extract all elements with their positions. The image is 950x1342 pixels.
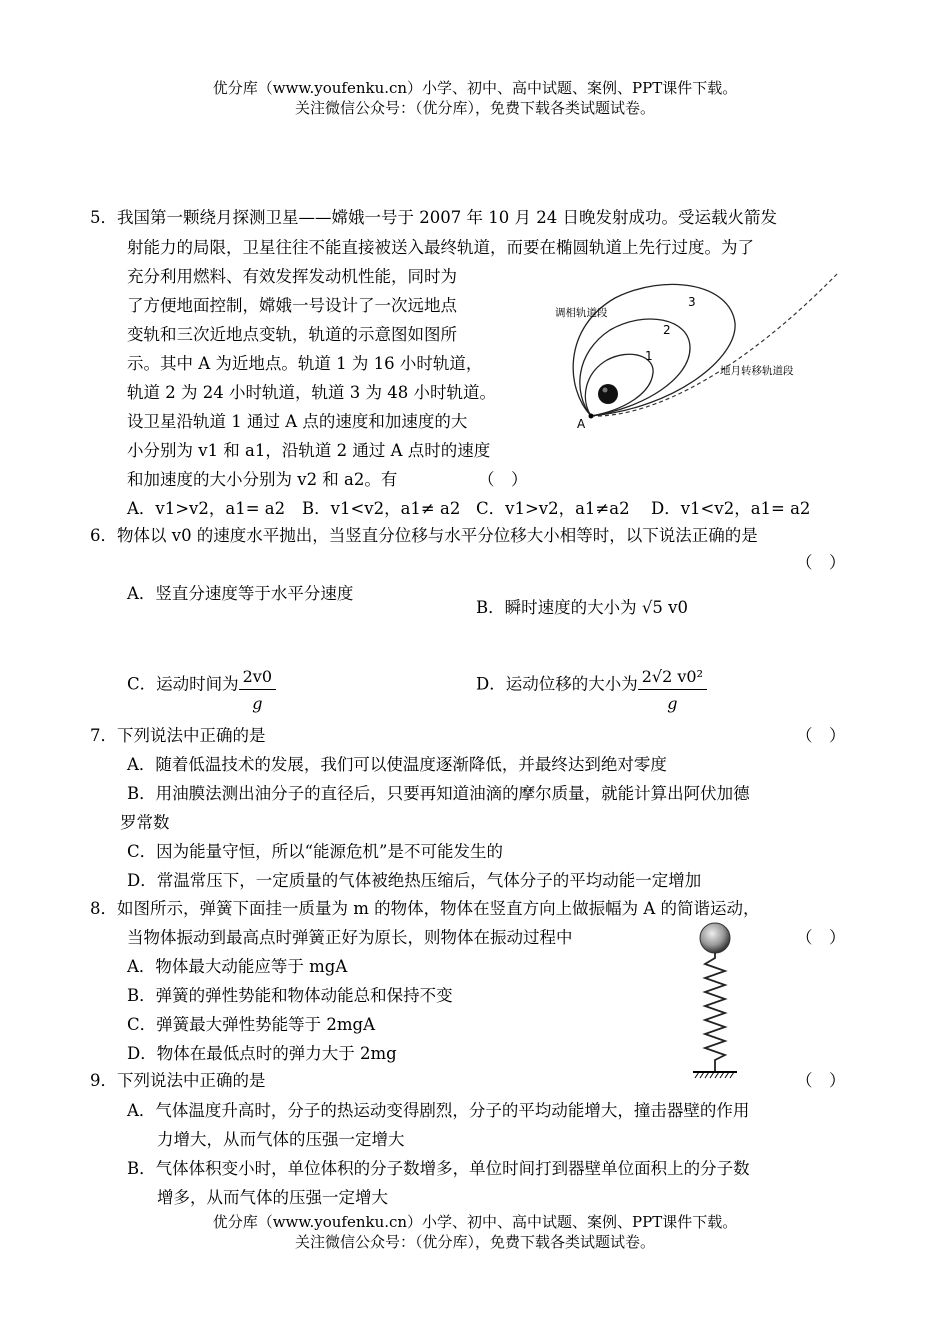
q6-option-d: D．运动位移的大小为 $\frac{\text{2√2 v0²}}{g}$ xyxy=(476,655,707,714)
q5-line-1: 5．我国第一颗绕月探测卫星——嫦娥一号于 2007 年 10 月 24 日晚发射成功。受运载火箭发 xyxy=(90,208,777,227)
q8-stem-line-1: 8．如图所示，弹簧下面挂一质量为 m 的物体，物体在竖直方向上做振幅为 A 的简谐运动， xyxy=(90,899,760,918)
q7-option-b-line-2: 罗常数 xyxy=(120,813,170,832)
q6-answer-blank: （ ） xyxy=(796,553,846,572)
q5-option-c: C．v1>v2，a1≠a2 xyxy=(476,499,630,518)
q6-option-a: A．竖直分速度等于水平分速度 xyxy=(127,584,354,603)
q8-stem-line-2: 当物体振动到最高点时弹簧正好为原长，则物体在振动过程中 xyxy=(127,928,573,947)
q9-option-a-line-1: A．气体温度升高时，分子的热运动变得剧烈，分子的平均动能增大，撞击器壁的作用 xyxy=(127,1101,750,1120)
point-a-marker xyxy=(589,414,594,419)
q9-stem: 9．下列说法中正确的是 xyxy=(90,1071,266,1090)
label-point-a: A xyxy=(577,417,586,431)
q7-stem: 7．下列说法中正确的是 xyxy=(90,726,266,745)
q9-option-a-line-2: 力增大，从而气体的压强一定增大 xyxy=(157,1130,405,1149)
q8-option-c: C．弹簧最大弹性势能等于 2mgA xyxy=(127,1015,375,1034)
q5-line-7: 轨道 2 为 24 小时轨道，轨道 3 为 48 小时轨道。 xyxy=(127,383,496,402)
q7-answer-blank: （ ） xyxy=(796,726,846,745)
q6-option-b-expr: √5 v0 xyxy=(641,598,688,617)
q6-option-c-fraction: $\frac{2v0}{g}$ xyxy=(239,667,276,714)
q7-option-a: A．随着低温技术的发展，我们可以使温度逐渐降低，并最终达到绝对零度 xyxy=(127,755,667,774)
q5-option-b: B．v1<v2，a1≠ a2 xyxy=(302,499,461,518)
q6-stem: 6．物体以 v0 的速度水平抛出，当竖直分位移与水平分位移大小相等时，以下说法正确的是 xyxy=(90,526,758,545)
q7-option-b-line-1: B．用油膜法测出油分子的直径后，只要再知道油滴的摩尔质量，就能计算出阿伏加德 xyxy=(127,784,750,803)
q5-line-10: 和加速度的大小分别为 v2 和 a2。有 xyxy=(127,470,398,489)
q9-option-b-line-1: B．气体体积变小时，单位体积的分子数增多，单位时间打到器壁单位面积上的分子数 xyxy=(127,1159,750,1178)
q5-line-5: 变轨和三次近地点变轨，轨道的示意图如图所 xyxy=(127,325,457,344)
q5-line-2: 射能力的局限，卫星往往不能直接被送入最终轨道，而要在椭圆轨道上先行过度。为了 xyxy=(127,238,754,257)
orbit-3 xyxy=(573,284,735,416)
q8-option-a: A．物体最大动能应等于 mgA xyxy=(127,957,348,976)
q5-line-9: 小分别为 v1 和 a1，沿轨道 2 通过 A 点时的速度 xyxy=(127,441,491,460)
footer-line-2: 关注微信公众号：（优分库），免费下载各类试题试卷。 xyxy=(294,1233,655,1251)
transfer-orbit-path xyxy=(591,274,837,416)
label-orbit-2: 2 xyxy=(663,323,671,337)
orbit-diagram xyxy=(545,268,845,438)
q5-option-d: D．v1<v2，a1= a2 xyxy=(651,499,811,518)
footer-line-1: 优分库（www.youfenku.cn）小学、初中、高中试题、案例、PPT课件下载。 xyxy=(212,1213,738,1231)
earth-icon xyxy=(598,384,618,404)
q7-option-d: D．常温常压下，一定质量的气体被绝热压缩后，气体分子的平均动能一定增加 xyxy=(127,871,702,890)
q5-line-6: 示。其中 A 为近地点。轨道 1 为 16 小时轨道， xyxy=(127,354,483,373)
q5-answer-blank: （ ） xyxy=(478,470,528,489)
q5-line-8: 设卫星沿轨道 1 通过 A 点的速度和加速度的大 xyxy=(127,412,468,431)
q8-option-b: B．弹簧的弹性势能和物体动能总和保持不变 xyxy=(127,986,453,1005)
q6-option-d-fraction: $\frac{\text{2√2 v0²}}{g}$ xyxy=(638,667,707,714)
q8-option-d: D．物体在最低点时的弹力大于 2mg xyxy=(127,1044,397,1063)
header-line-1: 优分库（www.youfenku.cn）小学、初中、高中试题、案例、PPT课件下载。 xyxy=(212,79,738,97)
spring-icon xyxy=(705,953,725,1072)
q5-line-3: 充分利用燃料、有效发挥发动机性能，同时为 xyxy=(127,267,457,286)
q9-answer-blank: （ ） xyxy=(796,1071,846,1090)
q7-option-c: C．因为能量守恒，所以“能源危机”是不可能发生的 xyxy=(127,842,503,861)
q6-option-b: B．瞬时速度的大小为 √5 v0 xyxy=(476,598,688,617)
q9-option-b-line-2: 增多，从而气体的压强一定增大 xyxy=(157,1188,388,1207)
label-orbit-3: 3 xyxy=(688,295,696,309)
spring-mass-diagram xyxy=(685,918,745,1088)
label-phasing-orbit: 调相轨道段 xyxy=(555,307,608,319)
q8-answer-blank: （ ） xyxy=(796,928,846,947)
q6-option-c: C．运动时间为 $\frac{2v0}{g}$ xyxy=(127,655,276,714)
mass-ball-icon xyxy=(700,923,730,953)
label-orbit-1: 1 xyxy=(645,349,653,363)
q5-option-a: A．v1>v2，a1= a2 xyxy=(127,499,286,518)
orbit-1 xyxy=(585,354,653,416)
header-line-2: 关注微信公众号：（优分库），免费下载各类试题试卷。 xyxy=(294,99,655,117)
q5-line-4: 了方便地面控制，嫦娥一号设计了一次远地点 xyxy=(127,296,457,315)
label-transfer-orbit: 地月转移轨道段 xyxy=(720,365,794,377)
